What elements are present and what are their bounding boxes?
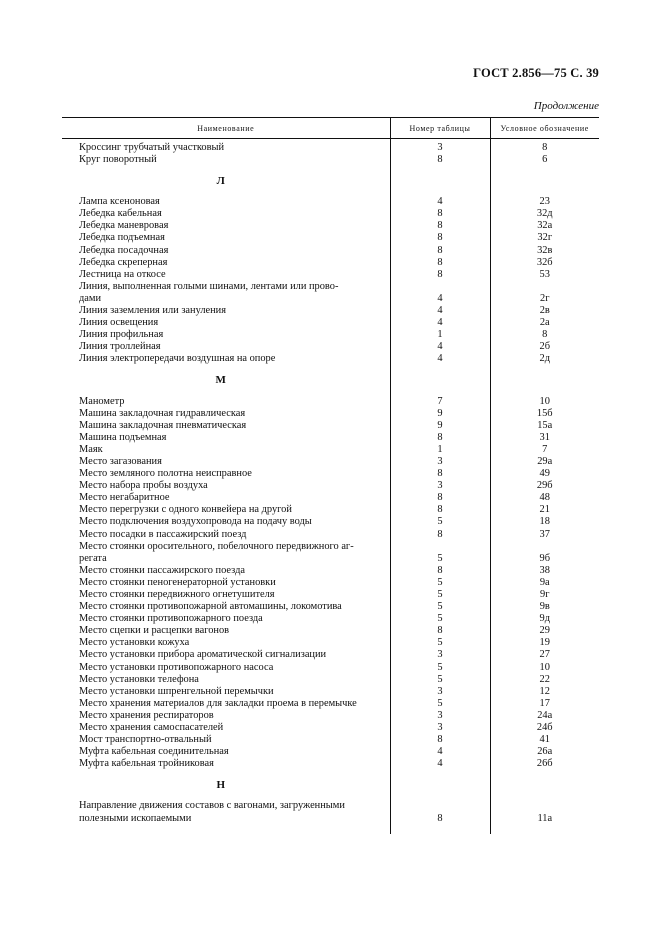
row-symbol: 31 — [490, 432, 599, 444]
row-table-number: 8 — [390, 245, 490, 257]
row-name: Место хранения самоспасателей — [79, 722, 224, 734]
row-table-number: 4 — [390, 281, 490, 305]
row-name: Машина подъемная — [79, 431, 167, 443]
row-table-number: 8 — [390, 220, 490, 232]
row-name: Место сцепки и расцепки вагонов — [79, 625, 230, 637]
row-symbol: 26а — [490, 746, 599, 758]
row-name-line: дами — [79, 292, 102, 304]
row-name: Место установки прибора ароматической сигнализации — [79, 649, 327, 661]
row-table-number: 8 — [390, 529, 490, 541]
row-symbol: 32а — [490, 220, 599, 232]
row-table-number: 5 — [390, 577, 490, 589]
section-letter: Л — [216, 175, 225, 188]
row-symbol: 15а — [490, 420, 599, 432]
row-name: Лебедка посадочная — [79, 244, 169, 256]
row-symbol: 2б — [490, 341, 599, 353]
row-name: Лебедка кабельная — [79, 208, 162, 220]
row-name: Место подключения воздухопровода на подачу воды — [79, 516, 312, 528]
table-row — [62, 492, 599, 504]
table-row — [62, 480, 599, 492]
table-row — [62, 758, 599, 770]
row-symbol: 29 — [490, 625, 599, 637]
table-row — [62, 746, 599, 758]
row-symbol: 32б — [490, 257, 599, 269]
row-name: Муфта кабельная тройниковая — [79, 758, 214, 770]
table-row — [62, 468, 599, 480]
row-table-number: 3 — [390, 722, 490, 734]
table-row — [62, 329, 599, 341]
row-table-number: 4 — [390, 746, 490, 758]
row-symbol: 9а — [490, 577, 599, 589]
row-table-number: 4 — [390, 317, 490, 329]
column-header-name: Наименование — [62, 118, 390, 139]
row-table-number: 5 — [390, 674, 490, 686]
row-table-number: 4 — [390, 758, 490, 770]
row-table-number: 1 — [390, 444, 490, 456]
table-row — [62, 601, 599, 613]
row-symbol: 12 — [490, 686, 599, 698]
row-name: Место установки кожуха — [79, 637, 190, 649]
row-symbol: 7 — [490, 444, 599, 456]
row-symbol: 8 — [490, 139, 599, 155]
table-header-row — [62, 118, 599, 139]
table-row — [62, 220, 599, 232]
row-table-number: 5 — [390, 589, 490, 601]
row-name: Лебедка скреперная — [79, 256, 168, 268]
table-row — [62, 577, 599, 589]
row-table-number: 8 — [390, 257, 490, 269]
row-symbol: 24а — [490, 710, 599, 722]
table-row — [62, 208, 599, 220]
table-body — [62, 139, 599, 834]
table-row — [62, 444, 599, 456]
table-row — [62, 281, 599, 305]
row-table-number: 8 — [390, 492, 490, 504]
row-table-number: 5 — [390, 541, 490, 565]
table-row — [62, 649, 599, 661]
row-table-number: 8 — [390, 625, 490, 637]
row-symbol: 18 — [490, 516, 599, 528]
row-name: Место стоянки пеногенераторной установки — [79, 576, 276, 588]
table-row — [62, 456, 599, 468]
row-name: Место стоянки противопожарного поезда — [79, 613, 263, 625]
table-row — [62, 245, 599, 257]
row-symbol: 24б — [490, 722, 599, 734]
section-letter-row — [62, 166, 599, 196]
row-table-number: 8 — [390, 269, 490, 281]
row-name: Место стоянки пассажирского поезда — [79, 564, 245, 576]
row-table-number: 8 — [390, 468, 490, 480]
continuation-label: Продолжение — [533, 100, 599, 112]
row-table-number: 3 — [390, 456, 490, 468]
table-row — [62, 637, 599, 649]
column-header-symbol: Условное обозначение — [490, 118, 599, 139]
row-symbol: 49 — [490, 468, 599, 480]
row-symbol: 41 — [490, 734, 599, 746]
row-table-number: 8 — [390, 432, 490, 444]
row-symbol: 48 — [490, 492, 599, 504]
row-symbol: 9в — [490, 601, 599, 613]
empty-cell — [490, 825, 599, 834]
row-table-number: 8 — [390, 800, 490, 824]
row-name: Место негабаритное — [79, 492, 170, 504]
row-symbol: 37 — [490, 529, 599, 541]
section-letter: М — [215, 374, 226, 387]
page-header-standard: ГОСТ 2.856—75 С. 39 — [473, 66, 599, 80]
row-name: Машина закладочная пневматическая — [79, 419, 247, 431]
row-table-number: 8 — [390, 565, 490, 577]
row-name: Место установки шпренгельной перемычки — [79, 685, 274, 697]
empty-cell — [390, 825, 490, 834]
row-name: Лебедка подъемная — [79, 232, 165, 244]
row-symbol: 2г — [490, 281, 599, 305]
row-name: Место перегрузки с одного конвейера на другой — [79, 504, 292, 516]
row-symbol: 2а — [490, 317, 599, 329]
row-name: Лампа ксеноновая — [79, 196, 160, 208]
row-name: Линия профильная — [79, 329, 164, 341]
table-row — [62, 613, 599, 625]
empty-cell — [62, 825, 390, 834]
row-name-line: регата — [79, 552, 107, 564]
row-table-number: 5 — [390, 613, 490, 625]
table-row — [62, 529, 599, 541]
row-table-number: 5 — [390, 637, 490, 649]
row-table-number: 3 — [390, 649, 490, 661]
table-row — [62, 317, 599, 329]
row-name: Мост транспортно-отвальный — [79, 734, 212, 746]
table-row — [62, 698, 599, 710]
empty-cell — [390, 770, 490, 800]
row-symbol: 8 — [490, 329, 599, 341]
row-table-number: 4 — [390, 305, 490, 317]
table-row — [62, 662, 599, 674]
empty-cell — [490, 366, 599, 396]
table-row — [62, 686, 599, 698]
row-symbol: 9б — [490, 541, 599, 565]
row-name-line: Направление движения составов с вагонами, загруженными — [79, 800, 345, 812]
table-row — [62, 734, 599, 746]
row-name: Место хранения материалов для закладки проема в перемычке — [79, 697, 357, 709]
row-symbol: 22 — [490, 674, 599, 686]
row-name: Место установки телефона — [79, 673, 199, 685]
row-symbol: 10 — [490, 662, 599, 674]
table-row — [62, 408, 599, 420]
row-table-number: 3 — [390, 686, 490, 698]
row-symbol: 9г — [490, 589, 599, 601]
row-table-number: 3 — [390, 139, 490, 155]
table-bottom-gap — [62, 825, 599, 834]
row-name-line: полезными ископаемыми — [79, 812, 192, 824]
table-row — [62, 541, 599, 565]
row-name-line: Место стоянки оросительного, побелочного передвижного аг- — [79, 540, 354, 552]
row-name: Место набора пробы воздуха — [79, 480, 208, 492]
row-name: Линия заземления или зануления — [79, 305, 227, 317]
row-name — [62, 541, 390, 565]
row-table-number: 4 — [390, 353, 490, 365]
row-name: Маяк — [79, 443, 103, 455]
table-row — [62, 154, 599, 166]
row-name-line: Линия, выполненная голыми шинами, лентами или прово- — [79, 280, 339, 292]
row-name: Линия освещения — [79, 317, 159, 329]
row-symbol: 10 — [490, 396, 599, 408]
table-row — [62, 232, 599, 244]
table-row — [62, 269, 599, 281]
table-row — [62, 504, 599, 516]
symbols-table — [62, 117, 599, 834]
row-name: Круг поворотный — [79, 154, 157, 166]
section-letter-row — [62, 770, 599, 800]
table-row — [62, 674, 599, 686]
row-name: Место земляного полотна неисправное — [79, 468, 252, 480]
row-name: Машина закладочная гидравлическая — [79, 407, 246, 419]
row-table-number: 5 — [390, 698, 490, 710]
row-symbol: 9д — [490, 613, 599, 625]
row-table-number: 9 — [390, 420, 490, 432]
row-symbol: 27 — [490, 649, 599, 661]
empty-cell — [490, 166, 599, 196]
table-row — [62, 565, 599, 577]
section-letter: Н — [216, 779, 226, 792]
row-symbol: 15б — [490, 408, 599, 420]
empty-cell — [490, 770, 599, 800]
row-symbol: 23 — [490, 196, 599, 208]
table-row — [62, 589, 599, 601]
table-row — [62, 432, 599, 444]
row-symbol: 38 — [490, 565, 599, 577]
row-table-number: 3 — [390, 710, 490, 722]
row-table-number: 8 — [390, 232, 490, 244]
row-table-number: 7 — [390, 396, 490, 408]
row-name: Место стоянки передвижного огнетушителя — [79, 589, 275, 600]
table-row — [62, 196, 599, 208]
table-row — [62, 420, 599, 432]
row-name: Лестница на откосе — [79, 268, 166, 280]
row-symbol: 21 — [490, 504, 599, 516]
row-name: Лебедка маневровая — [79, 220, 169, 232]
row-symbol: 2в — [490, 305, 599, 317]
table-row — [62, 257, 599, 269]
row-symbol: 32в — [490, 245, 599, 257]
row-symbol: 53 — [490, 269, 599, 281]
row-symbol: 29а — [490, 456, 599, 468]
row-symbol: 6 — [490, 154, 599, 166]
row-name: Линия троллейная — [79, 341, 161, 353]
empty-cell — [390, 166, 490, 196]
row-table-number: 8 — [390, 154, 490, 166]
table-row — [62, 305, 599, 317]
row-symbol: 11а — [490, 800, 599, 824]
row-name: Место хранения респираторов — [79, 709, 214, 721]
row-symbol: 26б — [490, 758, 599, 770]
section-letter-row — [62, 366, 599, 396]
row-symbol: 2д — [490, 353, 599, 365]
row-table-number: 8 — [390, 504, 490, 516]
table-row — [62, 800, 599, 824]
row-name: Кроссинг трубчатый участковый — [79, 142, 225, 153]
row-table-number: 4 — [390, 341, 490, 353]
row-table-number: 8 — [390, 208, 490, 220]
row-symbol: 17 — [490, 698, 599, 710]
column-header-table-number: Номер таблицы — [390, 118, 490, 139]
row-table-number: 1 — [390, 329, 490, 341]
row-name: Линия электропередачи воздушная на опоре — [79, 353, 276, 365]
empty-cell — [390, 366, 490, 396]
row-table-number: 9 — [390, 408, 490, 420]
table-row — [62, 722, 599, 734]
row-table-number: 3 — [390, 480, 490, 492]
row-name: Место установки противопожарного насоса — [79, 661, 274, 673]
table-row — [62, 341, 599, 353]
table-row — [62, 625, 599, 637]
row-name — [62, 281, 390, 305]
row-table-number: 4 — [390, 196, 490, 208]
row-name — [62, 800, 390, 824]
table-row — [62, 353, 599, 365]
table-row — [62, 139, 599, 155]
table-row — [62, 396, 599, 408]
row-symbol: 29б — [490, 480, 599, 492]
row-table-number: 5 — [390, 662, 490, 674]
row-name: Место посадки в пассажирский поезд — [79, 528, 247, 540]
row-name: Место загазования — [79, 455, 162, 467]
row-table-number: 8 — [390, 734, 490, 746]
row-name: Место стоянки противопожарной автомашины, локомотива — [79, 601, 342, 613]
row-symbol: 32г — [490, 232, 599, 244]
table-row — [62, 516, 599, 528]
row-table-number: 5 — [390, 601, 490, 613]
row-name: Муфта кабельная соединительная — [79, 746, 229, 758]
row-symbol: 32д — [490, 208, 599, 220]
row-name: Манометр — [79, 395, 125, 407]
row-table-number: 5 — [390, 516, 490, 528]
row-symbol: 19 — [490, 637, 599, 649]
table-row — [62, 710, 599, 722]
